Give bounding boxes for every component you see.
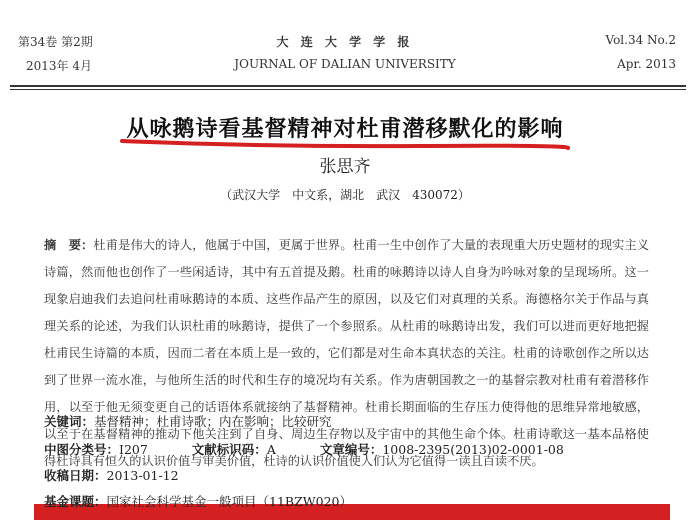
classification-row bbox=[44, 440, 564, 458]
header-rule-thin bbox=[10, 89, 686, 90]
doc-code-value: A bbox=[266, 442, 276, 457]
received-value: 2013-01-12 bbox=[106, 468, 179, 483]
volume-issue-en: Vol.34 No.2 bbox=[605, 33, 676, 47]
date-cn: 2013年 4月 bbox=[26, 59, 92, 73]
journal-name-cn: 大 连 大 学 学 报 bbox=[276, 35, 414, 49]
keywords-label: 关键词： bbox=[44, 414, 95, 429]
volume-issue-cn: 第34卷 第2期 bbox=[18, 35, 93, 49]
fund-value: 国家社会科学基金一般项目（11BZW020） bbox=[106, 494, 352, 509]
abstract bbox=[44, 232, 649, 475]
abstract-text: 杜甫是伟大的诗人，他属于中国，更属于世界。杜甫一生中创作了大量的表现重大历史题材的现实主义诗篇，然而他也创作了一些闲适诗，其中有五首提及鹅。杜甫的咏鹅诗以诗人自身为吟咏对象的呈现场所。这一现象启迪我们去追问杜甫咏鹅诗的本质、这些作品产生的原因，以及它们对真理的关系。海德格尔关于作品与真理关系的论述，为我们认识杜甫的咏鹅诗，提供了一个参照系。从杜甫的咏鹅诗出发，我们可以进而更好地把握杜甫民生诗篇的本质，因而二者在本质上是一致的，它们都是对生命本真状态的关注。杜甫的诗歌创作之所以达到了世界一流水准，与他所生活的时代和生存的境况均有关系。作为唐朝国教之一的基督宗教对杜甫有着潜移作用，以至于他无须变更自己的话语体系就接纳了基督精神。杜甫长期面临的生存压力使得他的思维异常地敏感，以至于在基督精神的推动下他关注到了自身、周边生存物以及宇宙中的其他生命个体。杜甫诗歌这一基本品格使得杜诗具有恒久的认识价值与审美价值，杜诗的认识价值使人们认为它值得一读且百读不厌。 bbox=[44, 238, 650, 468]
keywords-text: 基督精神；杜甫诗歌；内在影响；比较研究 bbox=[94, 414, 332, 429]
author: 张思齐 bbox=[319, 157, 371, 177]
header-rule bbox=[10, 85, 686, 87]
date-en: Apr. 2013 bbox=[617, 57, 676, 71]
fund-label: 基金课题： bbox=[44, 494, 107, 509]
keywords bbox=[44, 412, 332, 430]
clc-label: 中图分类号： bbox=[44, 442, 120, 457]
article-title: 从咏鹅诗看基督精神对杜甫潜移默化的影响 bbox=[126, 117, 564, 142]
received-date bbox=[44, 466, 179, 484]
journal-name-en: JOURNAL OF DALIAN UNIVERSITY bbox=[234, 57, 456, 71]
received-label: 收稿日期： bbox=[44, 468, 107, 483]
abstract-label: 摘 要： bbox=[44, 238, 94, 252]
article-no-value: 1008-2395(2013)02-0001-08 bbox=[382, 442, 564, 457]
fund bbox=[44, 492, 352, 510]
affiliation: （武汉大学 中文系，湖北 武汉 430072） bbox=[220, 188, 470, 202]
article-no-label: 文章编号： bbox=[319, 442, 383, 457]
doc-code-label: 文献标识码： bbox=[191, 442, 267, 457]
clc-value: I207 bbox=[119, 442, 148, 457]
red-underline-annotation bbox=[120, 137, 570, 151]
